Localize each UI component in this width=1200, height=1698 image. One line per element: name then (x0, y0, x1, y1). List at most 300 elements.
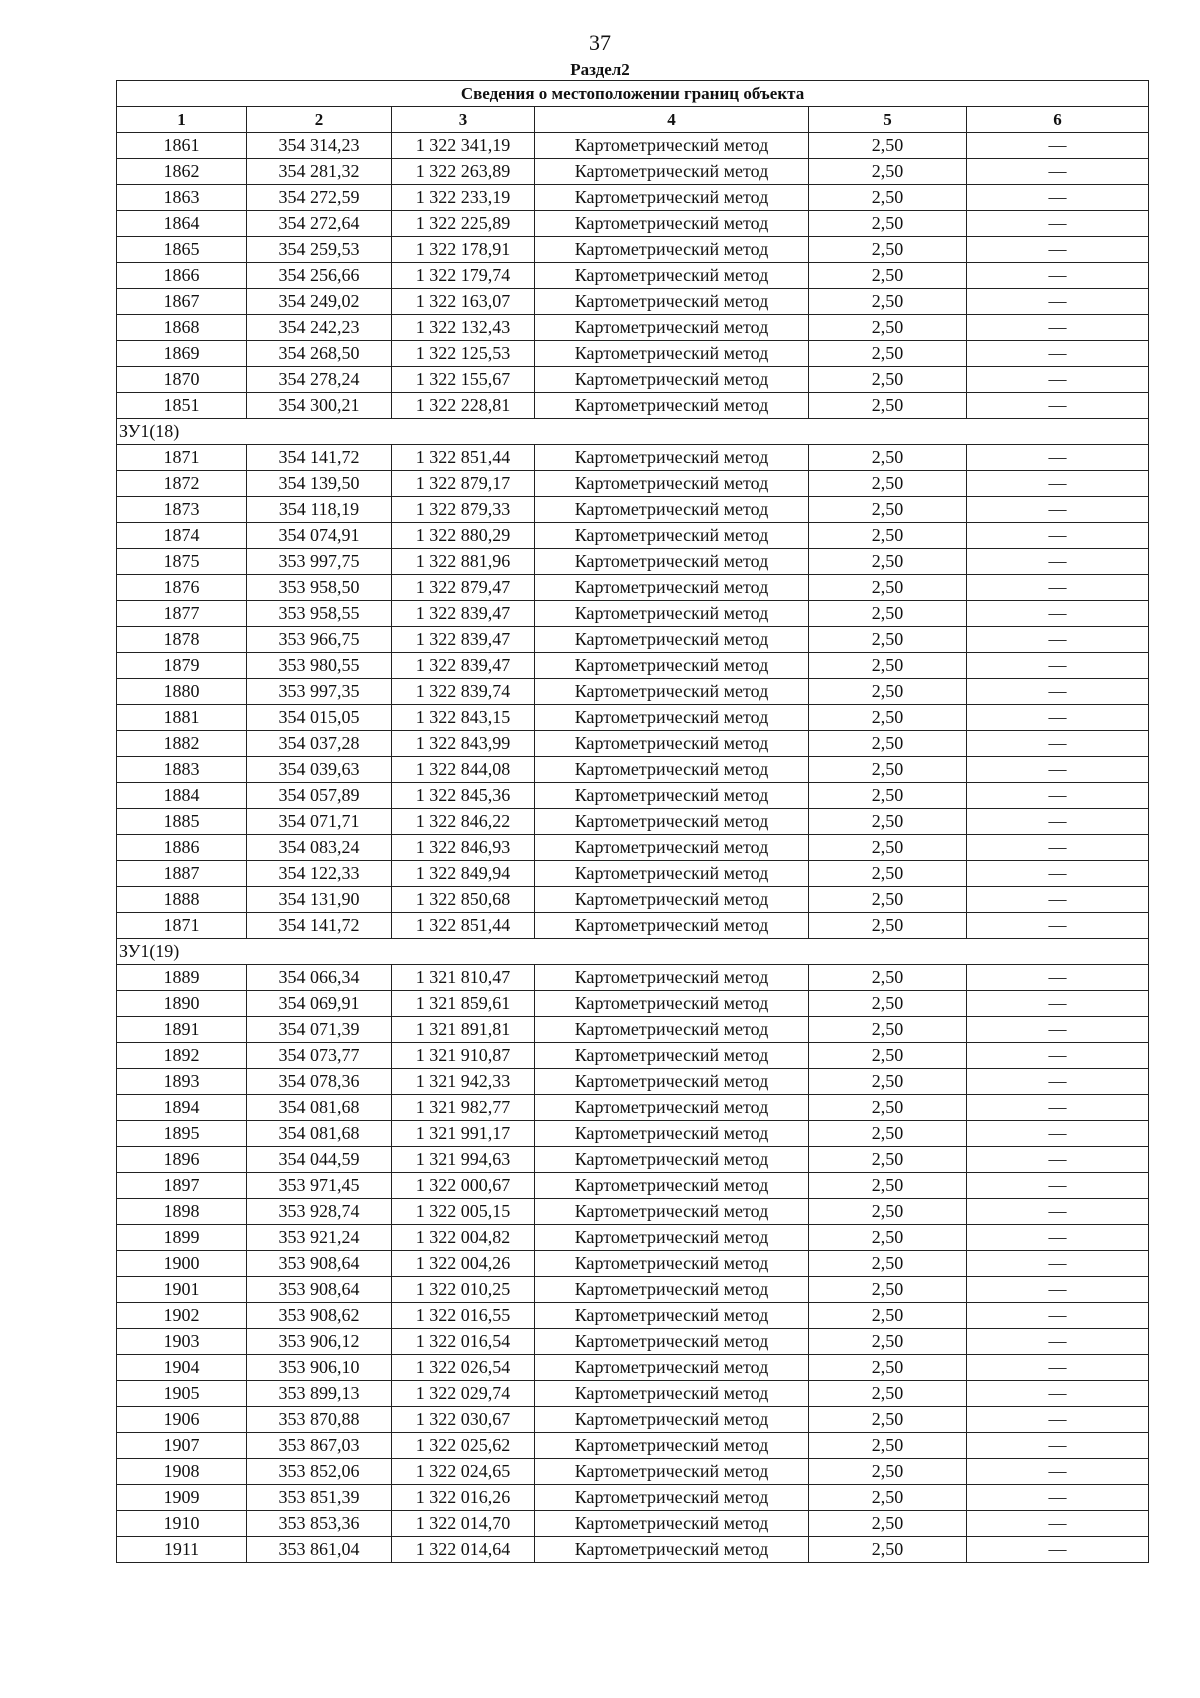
table-row (117, 783, 1149, 809)
method-cell: Картометрический метод (535, 549, 809, 575)
y-coordinate-cell: 1 322 155,67 (392, 367, 535, 393)
land-plot-group-row (117, 419, 1149, 445)
x-coordinate-cell: 353 906,10 (247, 1355, 392, 1381)
accuracy-cell: 2,50 (809, 1329, 967, 1355)
y-coordinate-cell: 1 322 004,26 (392, 1251, 535, 1277)
column-number: 6 (967, 107, 1149, 133)
x-coordinate-cell: 354 081,68 (247, 1095, 392, 1121)
point-number-cell: 1884 (117, 783, 247, 809)
table-row (117, 1121, 1149, 1147)
table-row (117, 575, 1149, 601)
point-number-cell: 1902 (117, 1303, 247, 1329)
description-cell: — (967, 965, 1149, 991)
table-row (117, 1277, 1149, 1303)
x-coordinate-cell: 354 015,05 (247, 705, 392, 731)
y-coordinate-cell: 1 322 851,44 (392, 445, 535, 471)
x-coordinate-cell: 354 242,23 (247, 315, 392, 341)
point-number-cell: 1906 (117, 1407, 247, 1433)
table-body (117, 81, 1149, 1563)
method-cell: Картометрический метод (535, 1225, 809, 1251)
y-coordinate-cell: 1 322 016,26 (392, 1485, 535, 1511)
description-cell: — (967, 549, 1149, 575)
y-coordinate-cell: 1 322 030,67 (392, 1407, 535, 1433)
y-coordinate-cell: 1 322 178,91 (392, 237, 535, 263)
x-coordinate-cell: 353 997,35 (247, 679, 392, 705)
x-coordinate-cell: 353 980,55 (247, 653, 392, 679)
y-coordinate-cell: 1 321 942,33 (392, 1069, 535, 1095)
x-coordinate-cell: 354 078,36 (247, 1069, 392, 1095)
y-coordinate-cell: 1 322 132,43 (392, 315, 535, 341)
y-coordinate-cell: 1 322 843,99 (392, 731, 535, 757)
table-row (117, 159, 1149, 185)
y-coordinate-cell: 1 322 029,74 (392, 1381, 535, 1407)
point-number-cell: 1887 (117, 861, 247, 887)
y-coordinate-cell: 1 322 228,81 (392, 393, 535, 419)
accuracy-cell: 2,50 (809, 627, 967, 653)
x-coordinate-cell: 353 906,12 (247, 1329, 392, 1355)
description-cell: — (967, 1303, 1149, 1329)
table-row (117, 341, 1149, 367)
x-coordinate-cell: 354 039,63 (247, 757, 392, 783)
table-row (117, 705, 1149, 731)
description-cell: — (967, 1511, 1149, 1537)
accuracy-cell: 2,50 (809, 549, 967, 575)
accuracy-cell: 2,50 (809, 1017, 967, 1043)
accuracy-cell: 2,50 (809, 1433, 967, 1459)
method-cell: Картометрический метод (535, 809, 809, 835)
description-cell: — (967, 1537, 1149, 1563)
table-row (117, 471, 1149, 497)
x-coordinate-cell: 354 281,32 (247, 159, 392, 185)
y-coordinate-cell: 1 322 881,96 (392, 549, 535, 575)
point-number-cell: 1886 (117, 835, 247, 861)
method-cell: Картометрический метод (535, 783, 809, 809)
x-coordinate-cell: 354 118,19 (247, 497, 392, 523)
y-coordinate-cell: 1 322 024,65 (392, 1459, 535, 1485)
point-number-cell: 1898 (117, 1199, 247, 1225)
page-number: 37 (589, 30, 611, 55)
table-row (117, 835, 1149, 861)
point-number-cell: 1872 (117, 471, 247, 497)
x-coordinate-cell: 354 256,66 (247, 263, 392, 289)
x-coordinate-cell: 353 908,64 (247, 1277, 392, 1303)
y-coordinate-cell: 1 321 910,87 (392, 1043, 535, 1069)
description-cell: — (967, 1277, 1149, 1303)
point-number-cell: 1881 (117, 705, 247, 731)
description-cell: — (967, 1147, 1149, 1173)
table-row (117, 809, 1149, 835)
accuracy-cell: 2,50 (809, 1095, 967, 1121)
point-number-cell: 1878 (117, 627, 247, 653)
accuracy-cell: 2,50 (809, 133, 967, 159)
column-number: 1 (117, 107, 247, 133)
x-coordinate-cell: 354 259,53 (247, 237, 392, 263)
y-coordinate-cell: 1 321 891,81 (392, 1017, 535, 1043)
point-number-cell: 1877 (117, 601, 247, 627)
x-coordinate-cell: 354 139,50 (247, 471, 392, 497)
method-cell: Картометрический метод (535, 523, 809, 549)
table-row (117, 1173, 1149, 1199)
y-coordinate-cell: 1 322 004,82 (392, 1225, 535, 1251)
x-coordinate-cell: 354 314,23 (247, 133, 392, 159)
method-cell: Картометрический метод (535, 159, 809, 185)
accuracy-cell: 2,50 (809, 523, 967, 549)
accuracy-cell: 2,50 (809, 315, 967, 341)
x-coordinate-cell: 353 928,74 (247, 1199, 392, 1225)
section-title: Раздел2 (570, 60, 630, 79)
accuracy-cell: 2,50 (809, 653, 967, 679)
x-coordinate-cell: 353 852,06 (247, 1459, 392, 1485)
x-coordinate-cell: 353 861,04 (247, 1537, 392, 1563)
point-number-cell: 1851 (117, 393, 247, 419)
point-number-cell: 1910 (117, 1511, 247, 1537)
table-row (117, 679, 1149, 705)
point-number-cell: 1909 (117, 1485, 247, 1511)
method-cell: Картометрический метод (535, 1121, 809, 1147)
method-cell: Картометрический метод (535, 731, 809, 757)
description-cell: — (967, 705, 1149, 731)
x-coordinate-cell: 354 131,90 (247, 887, 392, 913)
description-cell: — (967, 1225, 1149, 1251)
y-coordinate-cell: 1 322 846,22 (392, 809, 535, 835)
description-cell: — (967, 1173, 1149, 1199)
y-coordinate-cell: 1 322 010,25 (392, 1277, 535, 1303)
description-cell: — (967, 913, 1149, 939)
table-row (117, 393, 1149, 419)
table-row (117, 367, 1149, 393)
table-row (117, 757, 1149, 783)
table-row (117, 1485, 1149, 1511)
description-cell: — (967, 341, 1149, 367)
method-cell: Картометрический метод (535, 1017, 809, 1043)
accuracy-cell: 2,50 (809, 835, 967, 861)
accuracy-cell: 2,50 (809, 1199, 967, 1225)
accuracy-cell: 2,50 (809, 1537, 967, 1563)
accuracy-cell: 2,50 (809, 1511, 967, 1537)
description-cell: — (967, 1355, 1149, 1381)
description-cell: — (967, 627, 1149, 653)
method-cell: Картометрический метод (535, 1303, 809, 1329)
x-coordinate-cell: 354 044,59 (247, 1147, 392, 1173)
table-row (117, 1407, 1149, 1433)
method-cell: Картометрический метод (535, 1459, 809, 1485)
x-coordinate-cell: 353 853,36 (247, 1511, 392, 1537)
x-coordinate-cell: 354 300,21 (247, 393, 392, 419)
column-number: 4 (535, 107, 809, 133)
land-plot-group-row (117, 939, 1149, 965)
point-number-cell: 1870 (117, 367, 247, 393)
y-coordinate-cell: 1 322 026,54 (392, 1355, 535, 1381)
y-coordinate-cell: 1 322 025,62 (392, 1433, 535, 1459)
x-coordinate-cell: 354 066,34 (247, 965, 392, 991)
table-caption: Сведения о местоположении границ объекта (117, 81, 1149, 107)
description-cell: — (967, 133, 1149, 159)
method-cell: Картометрический метод (535, 471, 809, 497)
description-cell: — (967, 575, 1149, 601)
method-cell: Картометрический метод (535, 1485, 809, 1511)
x-coordinate-cell: 353 971,45 (247, 1173, 392, 1199)
accuracy-cell: 2,50 (809, 965, 967, 991)
description-cell: — (967, 159, 1149, 185)
description-cell: — (967, 1121, 1149, 1147)
accuracy-cell: 2,50 (809, 1147, 967, 1173)
description-cell: — (967, 1433, 1149, 1459)
x-coordinate-cell: 354 278,24 (247, 367, 392, 393)
accuracy-cell: 2,50 (809, 1121, 967, 1147)
description-cell: — (967, 1095, 1149, 1121)
method-cell: Картометрический метод (535, 679, 809, 705)
x-coordinate-cell: 354 071,39 (247, 1017, 392, 1043)
x-coordinate-cell: 354 071,71 (247, 809, 392, 835)
point-number-cell: 1890 (117, 991, 247, 1017)
point-number-cell: 1869 (117, 341, 247, 367)
method-cell: Картометрический метод (535, 965, 809, 991)
point-number-cell: 1891 (117, 1017, 247, 1043)
method-cell: Картометрический метод (535, 1381, 809, 1407)
point-number-cell: 1882 (117, 731, 247, 757)
accuracy-cell: 2,50 (809, 237, 967, 263)
description-cell: — (967, 601, 1149, 627)
table-row (117, 1329, 1149, 1355)
x-coordinate-cell: 354 037,28 (247, 731, 392, 757)
x-coordinate-cell: 354 249,02 (247, 289, 392, 315)
description-cell: — (967, 991, 1149, 1017)
description-cell: — (967, 1459, 1149, 1485)
description-cell: — (967, 757, 1149, 783)
y-coordinate-cell: 1 322 005,15 (392, 1199, 535, 1225)
y-coordinate-cell: 1 322 845,36 (392, 783, 535, 809)
table-row (117, 1069, 1149, 1095)
accuracy-cell: 2,50 (809, 471, 967, 497)
table-row (117, 497, 1149, 523)
accuracy-cell: 2,50 (809, 731, 967, 757)
table-row (117, 1511, 1149, 1537)
table-row (117, 1199, 1149, 1225)
method-cell: Картометрический метод (535, 1095, 809, 1121)
method-cell: Картометрический метод (535, 1069, 809, 1095)
point-number-cell: 1876 (117, 575, 247, 601)
point-number-cell: 1892 (117, 1043, 247, 1069)
y-coordinate-cell: 1 321 810,47 (392, 965, 535, 991)
point-number-cell: 1862 (117, 159, 247, 185)
y-coordinate-cell: 1 322 879,33 (392, 497, 535, 523)
x-coordinate-cell: 353 870,88 (247, 1407, 392, 1433)
method-cell: Картометрический метод (535, 367, 809, 393)
table-row (117, 445, 1149, 471)
method-cell: Картометрический метод (535, 315, 809, 341)
accuracy-cell: 2,50 (809, 757, 967, 783)
y-coordinate-cell: 1 322 851,44 (392, 913, 535, 939)
method-cell: Картометрический метод (535, 1277, 809, 1303)
x-coordinate-cell: 354 083,24 (247, 835, 392, 861)
table-row (117, 965, 1149, 991)
y-coordinate-cell: 1 321 994,63 (392, 1147, 535, 1173)
point-number-cell: 1889 (117, 965, 247, 991)
method-cell: Картометрический метод (535, 1433, 809, 1459)
column-number: 2 (247, 107, 392, 133)
point-number-cell: 1888 (117, 887, 247, 913)
table-row (117, 237, 1149, 263)
accuracy-cell: 2,50 (809, 783, 967, 809)
accuracy-cell: 2,50 (809, 341, 967, 367)
y-coordinate-cell: 1 322 843,15 (392, 705, 535, 731)
accuracy-cell: 2,50 (809, 211, 967, 237)
method-cell: Картометрический метод (535, 705, 809, 731)
accuracy-cell: 2,50 (809, 575, 967, 601)
method-cell: Картометрический метод (535, 887, 809, 913)
point-number-cell: 1904 (117, 1355, 247, 1381)
description-cell: — (967, 861, 1149, 887)
description-cell: — (967, 523, 1149, 549)
accuracy-cell: 2,50 (809, 1381, 967, 1407)
method-cell: Картометрический метод (535, 1407, 809, 1433)
accuracy-cell: 2,50 (809, 1407, 967, 1433)
accuracy-cell: 2,50 (809, 159, 967, 185)
method-cell: Картометрический метод (535, 601, 809, 627)
description-cell: — (967, 783, 1149, 809)
table-row (117, 263, 1149, 289)
accuracy-cell: 2,50 (809, 1277, 967, 1303)
method-cell: Картометрический метод (535, 575, 809, 601)
y-coordinate-cell: 1 322 839,47 (392, 653, 535, 679)
method-cell: Картометрический метод (535, 237, 809, 263)
method-cell: Картометрический метод (535, 1147, 809, 1173)
table-row (117, 523, 1149, 549)
description-cell: — (967, 185, 1149, 211)
y-coordinate-cell: 1 322 850,68 (392, 887, 535, 913)
x-coordinate-cell: 353 908,62 (247, 1303, 392, 1329)
x-coordinate-cell: 354 122,33 (247, 861, 392, 887)
y-coordinate-cell: 1 322 016,54 (392, 1329, 535, 1355)
table-row (117, 289, 1149, 315)
x-coordinate-cell: 353 921,24 (247, 1225, 392, 1251)
table-row (117, 1017, 1149, 1043)
table-row (117, 185, 1149, 211)
x-coordinate-cell: 354 272,59 (247, 185, 392, 211)
accuracy-cell: 2,50 (809, 705, 967, 731)
y-coordinate-cell: 1 322 163,07 (392, 289, 535, 315)
x-coordinate-cell: 353 958,55 (247, 601, 392, 627)
method-cell: Картометрический метод (535, 913, 809, 939)
method-cell: Картометрический метод (535, 835, 809, 861)
description-cell: — (967, 1407, 1149, 1433)
y-coordinate-cell: 1 322 880,29 (392, 523, 535, 549)
table-row (117, 601, 1149, 627)
y-coordinate-cell: 1 322 879,17 (392, 471, 535, 497)
description-cell: — (967, 211, 1149, 237)
description-cell: — (967, 445, 1149, 471)
table-row (117, 1251, 1149, 1277)
description-cell: — (967, 1199, 1149, 1225)
point-number-cell: 1900 (117, 1251, 247, 1277)
method-cell: Картометрический метод (535, 991, 809, 1017)
table-row (117, 887, 1149, 913)
column-number: 5 (809, 107, 967, 133)
description-cell: — (967, 1069, 1149, 1095)
method-cell: Картометрический метод (535, 445, 809, 471)
method-cell: Картометрический метод (535, 627, 809, 653)
point-number-cell: 1873 (117, 497, 247, 523)
table-row (117, 1225, 1149, 1251)
method-cell: Картометрический метод (535, 1537, 809, 1563)
description-cell: — (967, 1485, 1149, 1511)
description-cell: — (967, 1251, 1149, 1277)
accuracy-cell: 2,50 (809, 367, 967, 393)
accuracy-cell: 2,50 (809, 289, 967, 315)
x-coordinate-cell: 353 966,75 (247, 627, 392, 653)
description-cell: — (967, 1017, 1149, 1043)
accuracy-cell: 2,50 (809, 1303, 967, 1329)
description-cell: — (967, 809, 1149, 835)
y-coordinate-cell: 1 322 839,74 (392, 679, 535, 705)
x-coordinate-cell: 354 074,91 (247, 523, 392, 549)
point-number-cell: 1893 (117, 1069, 247, 1095)
accuracy-cell: 2,50 (809, 1225, 967, 1251)
point-number-cell: 1867 (117, 289, 247, 315)
point-number-cell: 1875 (117, 549, 247, 575)
table-row (117, 627, 1149, 653)
y-coordinate-cell: 1 322 839,47 (392, 627, 535, 653)
description-cell: — (967, 731, 1149, 757)
y-coordinate-cell: 1 322 000,67 (392, 1173, 535, 1199)
x-coordinate-cell: 353 958,50 (247, 575, 392, 601)
method-cell: Картометрический метод (535, 497, 809, 523)
table-row (117, 315, 1149, 341)
point-number-cell: 1895 (117, 1121, 247, 1147)
accuracy-cell: 2,50 (809, 1251, 967, 1277)
accuracy-cell: 2,50 (809, 1485, 967, 1511)
table-row (117, 1303, 1149, 1329)
point-number-cell: 1880 (117, 679, 247, 705)
point-number-cell: 1864 (117, 211, 247, 237)
table-row (117, 1537, 1149, 1563)
method-cell: Картометрический метод (535, 393, 809, 419)
boundary-coordinates-table (116, 80, 1149, 1563)
accuracy-cell: 2,50 (809, 913, 967, 939)
y-coordinate-cell: 1 322 844,08 (392, 757, 535, 783)
description-cell: — (967, 835, 1149, 861)
method-cell: Картометрический метод (535, 1043, 809, 1069)
method-cell: Картометрический метод (535, 185, 809, 211)
table-row (117, 1459, 1149, 1485)
accuracy-cell: 2,50 (809, 1043, 967, 1069)
point-number-cell: 1897 (117, 1173, 247, 1199)
description-cell: — (967, 289, 1149, 315)
description-cell: — (967, 263, 1149, 289)
point-number-cell: 1865 (117, 237, 247, 263)
y-coordinate-cell: 1 322 233,19 (392, 185, 535, 211)
x-coordinate-cell: 353 997,75 (247, 549, 392, 575)
method-cell: Картометрический метод (535, 211, 809, 237)
accuracy-cell: 2,50 (809, 185, 967, 211)
point-number-cell: 1871 (117, 445, 247, 471)
point-number-cell: 1879 (117, 653, 247, 679)
y-coordinate-cell: 1 322 341,19 (392, 133, 535, 159)
description-cell: — (967, 367, 1149, 393)
x-coordinate-cell: 354 057,89 (247, 783, 392, 809)
method-cell: Картометрический метод (535, 1355, 809, 1381)
accuracy-cell: 2,50 (809, 1355, 967, 1381)
point-number-cell: 1911 (117, 1537, 247, 1563)
table-row (117, 211, 1149, 237)
x-coordinate-cell: 354 073,77 (247, 1043, 392, 1069)
table-row (117, 1381, 1149, 1407)
method-cell: Картометрический метод (535, 341, 809, 367)
method-cell: Картометрический метод (535, 757, 809, 783)
point-number-cell: 1908 (117, 1459, 247, 1485)
method-cell: Картометрический метод (535, 289, 809, 315)
y-coordinate-cell: 1 322 014,70 (392, 1511, 535, 1537)
